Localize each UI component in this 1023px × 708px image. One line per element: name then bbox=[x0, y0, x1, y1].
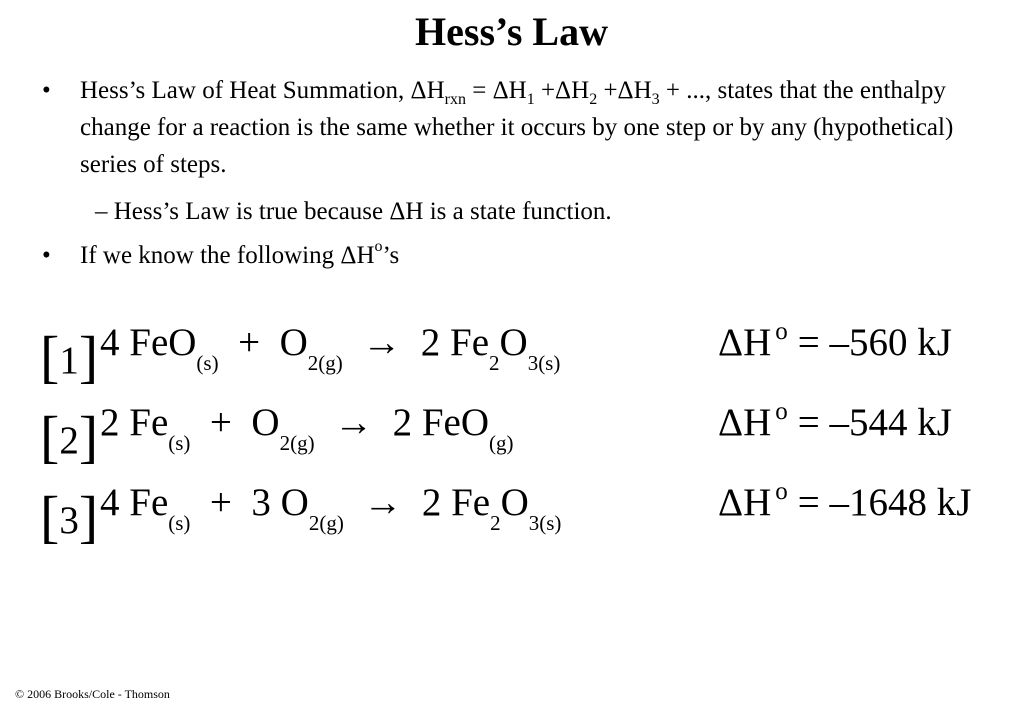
delta-h-symbol: ΔH bbox=[718, 401, 772, 444]
formula-text: O bbox=[499, 321, 528, 364]
bracket-right: ] bbox=[78, 324, 99, 389]
bracket-right: ] bbox=[78, 404, 99, 469]
text-run: ’s bbox=[382, 242, 400, 269]
formula-subscript: (s) bbox=[168, 431, 191, 455]
text-run: = ΔH bbox=[465, 77, 527, 104]
equation-row-2 bbox=[40, 398, 1000, 469]
copyright-footer: © 2006 Brooks/Cole - Thomson bbox=[15, 687, 170, 701]
bracket-left: [ bbox=[40, 324, 60, 389]
enthalpy-value bbox=[718, 480, 971, 525]
standard-state-degree: o bbox=[775, 318, 788, 345]
bullet-text bbox=[80, 72, 1010, 183]
formula-subscript: 2(g) bbox=[307, 351, 343, 375]
equation-number-text: 2 bbox=[59, 419, 79, 462]
bullet-marker: • bbox=[42, 242, 51, 269]
superscript: o bbox=[374, 238, 383, 255]
formula-subscript: (g) bbox=[489, 431, 514, 455]
text-run: +ΔH bbox=[534, 77, 590, 104]
formula-subscript: 3(s) bbox=[527, 351, 561, 375]
equation-row-3 bbox=[40, 478, 1000, 549]
delta-h-symbol: ΔH bbox=[718, 481, 772, 524]
formula-text: + O bbox=[218, 321, 308, 364]
subscript: 3 bbox=[651, 91, 660, 108]
formula-text: → 2 Fe bbox=[342, 321, 490, 364]
standard-state-degree: o bbox=[775, 398, 788, 425]
formula-subscript: (s) bbox=[196, 351, 219, 375]
formula-text: → 2 FeO bbox=[314, 401, 490, 444]
reaction-formula bbox=[100, 320, 561, 375]
equation-row-1 bbox=[40, 318, 1000, 389]
bracket-left: [ bbox=[40, 484, 60, 549]
bullet-text bbox=[80, 237, 399, 274]
enthalpy-number: = –544 kJ bbox=[797, 401, 952, 444]
formula-text: 4 Fe bbox=[100, 481, 169, 524]
formula-subscript: 2(g) bbox=[279, 431, 315, 455]
formula-subscript: 2(g) bbox=[308, 511, 344, 535]
enthalpy-number: = –1648 kJ bbox=[797, 481, 972, 524]
equation-number-text: 3 bbox=[59, 499, 79, 542]
bracket-left: [ bbox=[40, 404, 60, 469]
formula-subscript: (s) bbox=[168, 511, 191, 535]
subscript: 2 bbox=[589, 91, 598, 108]
equation-number-text: 1 bbox=[59, 339, 79, 382]
delta-h-symbol: ΔH bbox=[718, 321, 772, 364]
sub-bullet-state-function: – Hess’s Law is true because ΔH is a state function. bbox=[95, 198, 612, 225]
bracket-right: ] bbox=[78, 484, 99, 549]
formula-text: 4 FeO bbox=[100, 321, 197, 364]
formula-text: 2 Fe bbox=[100, 401, 169, 444]
formula-subscript: 2 bbox=[489, 351, 500, 375]
standard-state-degree: o bbox=[775, 478, 788, 505]
equation-number bbox=[40, 480, 98, 547]
equation-number bbox=[40, 400, 98, 467]
formula-text: O bbox=[500, 481, 529, 524]
text-run: +ΔH bbox=[597, 77, 652, 104]
formula-subscript: 3(s) bbox=[528, 511, 562, 535]
text-run: + ..., states that the enthalpy change for a reaction is the same whether it occurs by one step or by any (hypothetical) series of steps. bbox=[80, 77, 954, 178]
formula-text: + 3 O bbox=[190, 481, 309, 524]
subscript: 1 bbox=[526, 91, 535, 108]
text-run: If we know the following ΔH bbox=[80, 242, 375, 269]
formula-text: → 2 Fe bbox=[343, 481, 491, 524]
subscript: rxn bbox=[444, 91, 466, 108]
reaction-formula bbox=[100, 400, 514, 455]
bullet-marker: • bbox=[42, 77, 51, 104]
text-run: Hess’s Law of Heat Summation, ΔH bbox=[80, 77, 445, 104]
formula-text: + O bbox=[190, 401, 280, 444]
reaction-formula bbox=[100, 480, 562, 535]
enthalpy-value bbox=[718, 320, 952, 365]
enthalpy-number: = –560 kJ bbox=[797, 321, 952, 364]
formula-subscript: 2 bbox=[490, 511, 501, 535]
slide-title: Hess’s Law bbox=[415, 9, 608, 54]
enthalpy-value bbox=[718, 400, 952, 445]
equation-number bbox=[40, 320, 98, 387]
